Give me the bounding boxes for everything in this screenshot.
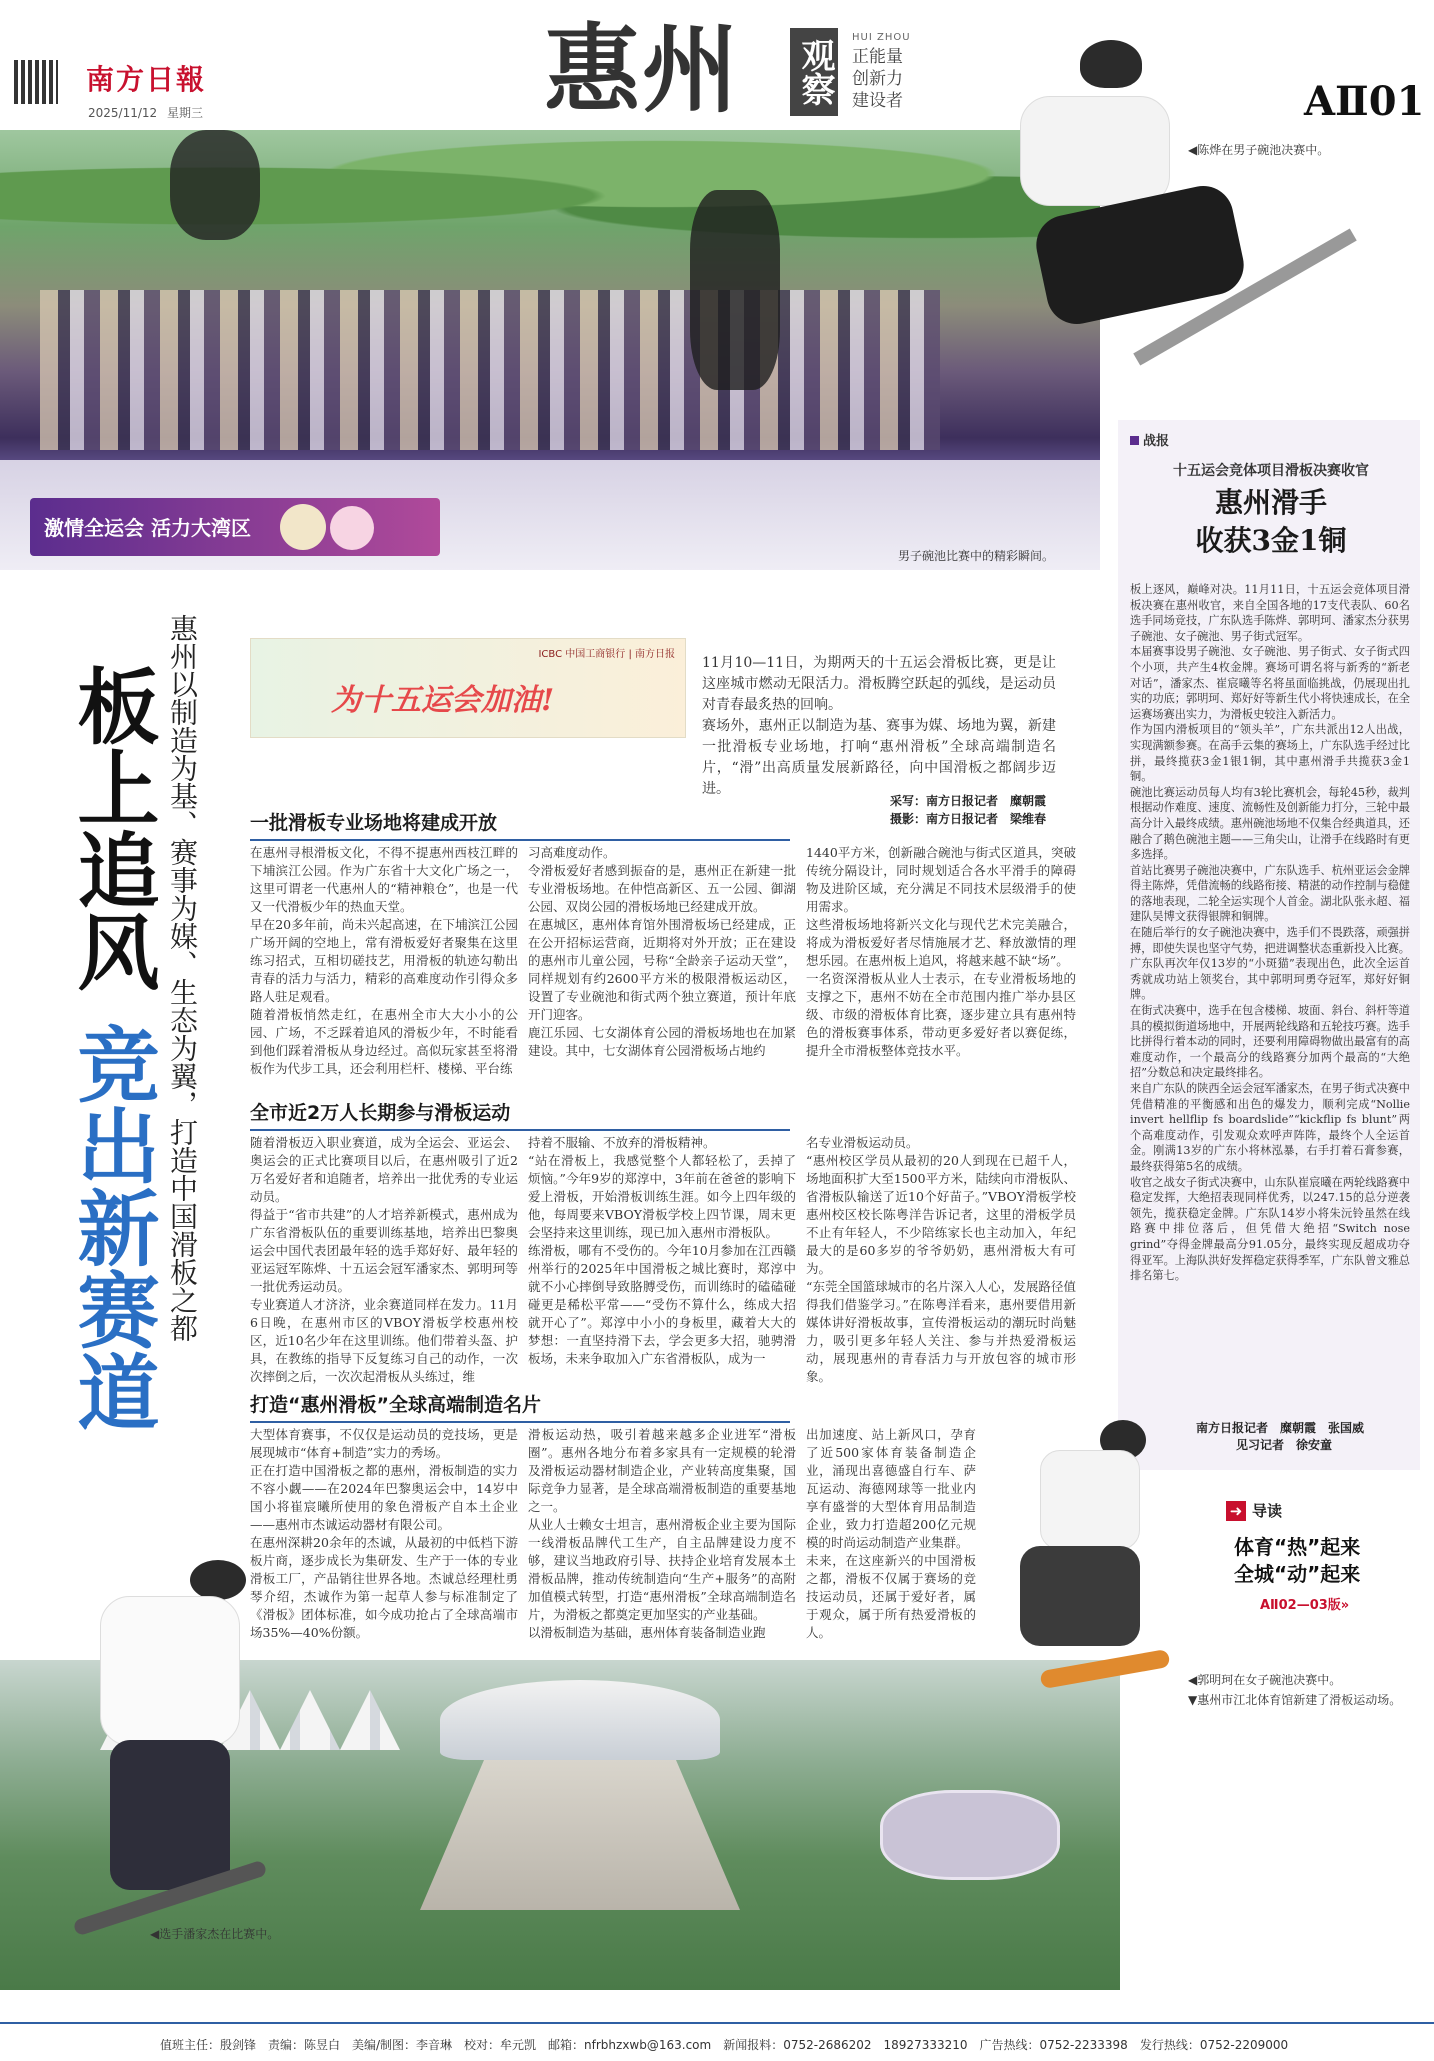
section-1-col-2 xyxy=(528,844,796,1080)
sidebar-kicker: 十五运会竞体项目滑板决赛收官 xyxy=(1173,463,1369,479)
intro-credits xyxy=(890,792,1046,828)
section-2-col-3 xyxy=(806,1134,1076,1384)
section-2-text-2: 持着不服输、不放弃的滑板精神。 “站在滑板上，我感觉整个人都轻松了，丢掉了烦恼。”今年9岁的郑淳中，3年前在爸爸的影响下爱上滑板，开始滑板训练生涯。如今上四年级的他，每周要来VBOY滑板学校上四节课，周末更会坚持来这里训练，现已加入惠州市滑板队。 练滑板，哪有不受伤的。今年10月参加在江西赣州举行的2025年中国滑板之城比赛时，郑淳中就不小心摔倒导致胳膊受伤，而训练时的磕磕碰碰更是稀松平常——“受伤不算什么，练成大招就开心了”。郑淳中小小的身板里，藏着大大的梦想：一直坚持滑下去，学会更多大招，驰骋滑板场，未来争取加入广东省滑板队，成为一 xyxy=(528,1135,796,1366)
promo-banner xyxy=(250,638,686,738)
gym-caption: ▼惠州市江北体育馆新建了滑板运动场。 xyxy=(1188,1693,1402,1707)
section-2-text-3: 名专业滑板运动员。 “惠州校区学员从最初的20人到现在已超千人，场地面积扩大至1500平方米，陆续向市滑板队、省滑板队输送了近10个好苗子。”VBOY滑板学校惠州校区校长陈粤洋告诉记者，这里的滑板学员不止有年轻人，不少陪练家长也主动加入，年纪最大的是60多岁的爷爷奶奶，惠州滑板大有可为。 “东莞全国篮球城市的名片深入人心，发展路径值得我们借鉴学习。”在陈粤洋看来，惠州要借用新媒体讲好滑板故事，宣传滑板运动的潮玩时尚魅力，吸引更多年轻人关注、参与并热爱滑板运动，展现惠州的青春活力与开放包容的城市形象。 xyxy=(806,1135,1076,1384)
section-2-col-1 xyxy=(250,1134,518,1384)
paper-logo: 南方日報 xyxy=(86,63,207,96)
section-3-text-3: 出加速度、站上新风口，孕育了近500家体育装备制造企业，涌现出喜德盛自行车、萨瓦运动、海德网球等一批业内享有盛誉的大型体育用品制造企业，致力打造超200亿元规模的时尚运动制造产业集群。 未来，在这座新兴的中国滑板之都，滑板不仅属于赛场的竞技运动员，还属于爱好者，属于观众，属于所有热爱滑板的人。 xyxy=(806,1427,976,1640)
city-masthead: 惠州 xyxy=(544,13,740,126)
banner-text: 激情全运会 活力大湾区 xyxy=(44,516,251,540)
section-box xyxy=(790,28,838,116)
pan-jiajie-caption: ◀选手潘家杰在比赛中。 xyxy=(150,1927,280,1941)
guo-mingke-caption: ◀郭明珂在女子碗池决赛中。 xyxy=(1188,1673,1342,1687)
section-3-col-1 xyxy=(250,1426,518,1644)
masthead-pinyin: HUI ZHOU xyxy=(852,32,911,43)
masthead-slogans xyxy=(852,46,903,112)
promo-text: 为十五运会加油! xyxy=(331,683,555,718)
section-1-title: 一批滑板专业场地将建成开放 xyxy=(250,808,790,841)
section-2-col-2 xyxy=(528,1134,796,1374)
section-3-text-2: 滑板运动热，吸引着越来越多企业进军“滑板圈”。惠州各地分布着多家具有一定规模的轮滑及滑板运动器材制造企业，产业转高度集聚，国际竞争力显著，是全球高端滑板制造的重要基地之一。 从业人士赖女士坦言，惠州滑板企业主要为国际一线滑板品牌代工生产，自主品牌建设力度不够，建议当地政府引导、扶持企业培育发展本土滑板品牌，推动传统制造向“生产+服务”的高附加值模式转型，打造“惠州滑板”全球高端制造名片，为滑板之都奠定更加坚实的产业基础。 以滑板制造为基础，惠州体育装备制造业跑 xyxy=(528,1427,796,1640)
guide-arrow-icon: ➜ xyxy=(1226,1501,1246,1521)
date-text: 2025/11/12 xyxy=(88,106,158,120)
qr-code xyxy=(14,60,58,104)
section-1-col-3 xyxy=(806,844,1076,1080)
spectator-stand xyxy=(40,290,940,450)
sidebar-title xyxy=(1140,484,1402,560)
banner-strip xyxy=(30,498,440,556)
skater-cutout-chen-ye xyxy=(960,40,1340,380)
cap-shape xyxy=(190,1560,246,1600)
headline-main-top: 板上追风 xyxy=(64,664,160,992)
credit-photo: 摄影：南方日报记者 梁维春 xyxy=(890,812,1047,826)
top-photo-caption: 男子碗池比赛中的精彩瞬间。 xyxy=(898,549,1055,563)
skateboard-shape xyxy=(1039,1649,1170,1689)
headline-sub: 惠州以制造为基、赛事为媒、生态为翼，打造中国滑板之都 xyxy=(166,614,199,1342)
mascot-icon xyxy=(280,504,326,550)
section-1-text-2: 习高难度动作。 令滑板爱好者感到振奋的是，惠州正在新建一批专业滑板场地。在仲恺高新区、五一公园、御湖公园、双岗公园的滑板场地已经建成开放。 在惠城区，惠州体育馆外围滑板场已经建成，正在公开招标运营商，近期将对外开放；正在建设的惠州市儿童公园，号称“全龄亲子运动天堂”，同样规划有约2600平方米的极限滑板运动区，设置了专业碗池和街式两个独立赛道，预计年底开门迎客。 鹿江乐园、七女湖体育公园的滑板场地也在加紧建设。其中，七女湖体育公园滑板场占地约 xyxy=(528,845,796,1058)
credit-writer: 采写：南方日报记者 糜朝霞 xyxy=(890,794,1047,808)
footer-text: 值班主任：殷剑锋 责编：陈昱白 美编/制图：李音琳 校对：牟元凯 邮箱：nfrbhzxwb@163.com 新闻报料：0752-2686202 18927333210 广告热线：0752-2233398 发行热线：0752-2209000 xyxy=(160,2038,1289,2052)
section-1-col-1 xyxy=(250,844,518,1080)
helmet-shape xyxy=(1080,40,1142,88)
section-2-text-1: 随着滑板迈入职业赛道，成为全运会、亚运会、奥运会的正式比赛项目以后，在惠州吸引了近2万名爱好者和追随者，培养出一批优秀的专业运动员。 得益于“省市共建”的人才培养新模式，惠州成为广东省滑板队伍的重要训练基地，培养出巴黎奥运会中国代表团最年轻的选手郑好好、最年轻的亚运冠军陈烨、十五运会冠军潘家杰、郭明珂等一批优秀运动员。 专业赛道人才济济，业余赛道同样在发力。11月6日晚，在惠州市区的VBOY滑板学校惠州校区，近10名少年在这里训练。他们带着头盔、护具，在教练的指导下反复练习自己的动作，一次次摔倒之后，一次次起滑板从头练过，维 xyxy=(250,1135,518,1384)
section-3-col-3 xyxy=(806,1426,976,1644)
tag-square-icon xyxy=(1130,436,1139,445)
slogan-1: 正能量 xyxy=(852,47,903,67)
sidebar-credit-1: 南方日报记者 糜朝霞 张国威 xyxy=(1196,1421,1365,1435)
pants-shape-2 xyxy=(1020,1546,1140,1646)
mascot-icon-2 xyxy=(330,506,374,550)
pants-shape-3 xyxy=(110,1740,230,1890)
section-label: 观察 xyxy=(795,38,835,106)
tag-text: 战报 xyxy=(1143,434,1170,449)
shirt-shape-2 xyxy=(1040,1450,1140,1550)
section-3-col-2 xyxy=(528,1426,796,1644)
gym-plaza xyxy=(420,1760,740,1910)
guide-title-line-1: 体育“热”起来 xyxy=(1234,1535,1361,1559)
guide-label xyxy=(1226,1500,1282,1521)
slogan-2: 创新力 xyxy=(852,69,903,89)
intro-paragraph xyxy=(702,632,1056,797)
guide-title xyxy=(1234,1534,1360,1588)
skater-cutout-guo-mingke xyxy=(980,1360,1180,1690)
sidebar-tag xyxy=(1130,430,1169,449)
guide-label-text: 导读 xyxy=(1252,1502,1283,1520)
guide-title-line-2: 全城“动”起来 xyxy=(1234,1562,1361,1586)
issue-date xyxy=(88,104,203,121)
sidebar-body xyxy=(1130,582,1410,1412)
intro-text: 11月10—11日，为期两天的十五运会滑板比赛，更是让这座城市燃动无限活力。滑板腾空跃起的弧线，是运动员对青春最炙热的回响。 赛场外，惠州正以制造为基、赛事为媒、场地为翼，新建一批滑板专业场地，打响“惠州滑板”全球高端制造名片，“滑”出高质量发展新路径，向中国滑板之都阔步迈进。 xyxy=(702,655,1056,797)
skatepark-area xyxy=(880,1790,1060,1880)
weekday-text: 星期三 xyxy=(167,106,204,120)
headline-main-bottom: 竞出新赛道 xyxy=(64,1022,160,1432)
guide-page-ref[interactable]: AⅡ02—03版» xyxy=(1260,1598,1350,1613)
skater-cutout-pan-jiajie xyxy=(40,1560,260,1920)
chen-ye-caption: ◀陈烨在男子碗池决赛中。 xyxy=(1188,143,1330,157)
shirt-shape-3 xyxy=(100,1596,240,1746)
tree-line xyxy=(0,130,1100,240)
skater-figure-2 xyxy=(690,190,780,390)
section-3-title: 打造“惠州滑板”全球高端制造名片 xyxy=(250,1390,790,1423)
promo-logos: ICBC 中国工商银行 | 南方日报 xyxy=(538,649,675,660)
shirt-shape xyxy=(1020,96,1170,206)
section-1-text-3: 1440平方米，创新融合碗池与街式区道具，突破传统分隔设计，同时规划适合各水平滑手的障碍物及进阶区域，充分满足不同技术层级滑手的使用需求。 这些滑板场地将新兴文化与现代艺术完美融合，将成为滑板爱好者尽情施展才艺、释放激情的理想乐园。在惠州板上追风，将越来越不缺“场”。 一名资深滑板从业人士表示，在专业滑板场地的支撑之下，惠州不妨在全市范围内推广举办县区级、市级的滑板体育比赛，逐步建立具有惠州特色的滑板赛事体系，带动更多爱好者以赛促练，提升全市滑板整体竞技水平。 xyxy=(806,845,1076,1058)
footer-bar xyxy=(0,2022,1434,2061)
section-1-text-1: 在惠州寻根滑板文化，不得不提惠州西枝江畔的下埔滨江公园。作为广东省十大文化广场之一，这里可谓老一代惠州人的“精神粮仓”，也是一代又一代滑板少年的热血天堂。 早在20多年前，尚未兴起高速，在下埔滨江公园广场开阔的空地上，常有滑板爱好者聚集在这里练习招式，互相切磋技艺，用滑板的轨迹勾勒出青春的活力与活力，精彩的高难度动作引得众多路人驻足观看。 随着滑板悄然走红，在惠州全市大大小小的公园、广场，不乏踩着追风的滑板少年，不时能看到他们踩着滑板从身边经过。高似玩家甚至将滑板作为代步工具，还会利用栏杆、楼梯、平台练 xyxy=(250,845,518,1076)
section-2-title: 全市近2万人长期参与滑板运动 xyxy=(250,1098,790,1131)
gym-roof xyxy=(440,1680,720,1760)
sidebar-title-line-1: 惠州滑手 xyxy=(1214,486,1327,519)
page-number: AⅡ01 xyxy=(1304,78,1425,125)
sidebar-body-text: 板上逐风，巅峰对决。11月11日，十五运会竞体项目滑板决赛在惠州收官，来自全国各地的17支代表队、60名选手同场竞技，广东队选手陈烨、郭明珂、潘家杰分获男子碗池、女子碗池、男子街式冠军。 本届赛事设男子碗池、女子碗池、男子街式、女子街式四个小项，共产生4枚金牌。赛场可谓名将与新秀的“新老对话”，潘家杰、崔宸曦等名将虽面临挑战，仍展现出扎实的功底；郭明珂、郑好好等新生代小将快速成长，在全运赛场赛出实力，为滑板史较注入新活力。 作为国内滑板项目的“领头羊”，广东共派出12人出战，实现满额参赛。在高手云集的赛场上，广东队选手经过比拼，最终揽获3金1银1铜，其中惠州滑手共揽获3金1铜。 碗池比赛运动员每人均有3轮比赛机会，每轮45秒，裁判根据动作难度、速度、流畅性及创新能力打分，三轮中最高分计入最终成绩。惠州碗池场地不仅集合经典道具，还融合了鹅色碗池主题——三角尖山，让滑手在线路时有更多选择。 首站比赛男子碗池决赛中，广东队选手、杭州亚运会金牌得主陈烨，凭借流畅的线路衔接、精湛的动作控制与稳健的落地表现，二轮全运实现个人首金。湖北队张永超、福建队吴博文获得银牌和铜牌。 在随后举行的女子碗池决赛中，选手们不畏跌落，顽强拼搏，即使失误也坚守气势，把进调整状态重新投入比赛。广东队再次年仅13岁的“小斑猫”表现出色，此次全运首秀就成功站上领奖台，其中郭明珂勇夺冠军，郑好好铜牌。 在街式决赛中，选手在包含楼梯、坡面、斜台、斜杆等道具的模拟街道场地中，开展两轮线路和五轮技巧赛。选手比拼得行着本动的同时，还要利用障碍物做出最富有的高难度动作，一个最高分的线路赛分加两个最高的“大绝招”分数总和决定最终排名。 来自广东队的陕西全运会冠军潘家杰，在男子街式决赛中凭借精准的平衡感和出色的爆发力，顺利完成“Nollie invert hellflip fs boardslide”“kickflip fs blunt”两个高难度动作，引发观众欢呼声阵阵，最终个人全运首金。刚满13岁的广东小将林泓暴，右手打着石膏参赛，最终获得第5名的成绩。 收官之战女子街式决赛中，山东队崔宸曦在两轮线路赛中稳定发挥，大绝招表现同样优秀，以247.15的总分逆袭领先，揽获稳定金牌。广东队14岁小将朱沅铃虽然在线路赛中排位落后，但凭借大绝招“Switch nose grind”夺得金牌最高分91.05分，最终实现反超成功夺得亚军。上海队洪好发挥稳定获得季军，广东队曾文雅总排名第七。 xyxy=(1130,583,1410,1283)
sidebar-credit-2: 见习记者 徐安童 xyxy=(1236,1438,1333,1452)
top-photo xyxy=(0,130,1100,570)
sidebar-credits xyxy=(1196,1420,1364,1454)
skater-figure-1 xyxy=(170,130,260,240)
slogan-3: 建设者 xyxy=(852,91,903,111)
sidebar-title-line-2: 收获3金1铜 xyxy=(1195,524,1347,557)
guide-box[interactable] xyxy=(1226,1500,1422,1630)
section-3-text-1: 大型体育赛事，不仅仅是运动员的竞技场，更是展现城市“体育+制造”实力的秀场。 正在打造中国滑板之都的惠州，滑板制造的实力不容小觑——在2024年巴黎奥运会中，14岁中国小将崔宸曦所使用的象色滑板产自本土企业——惠州市杰诚运动器材有限公司。 在惠州深耕20余年的杰诚，从最初的中低档下游板片商，逐步成长为集研发、生产于一体的专业滑板工厂，产品销往世界各地。杰诚总经理杜勇琴介绍，杰诚作为第一起草人参与标准制定了《滑板》团体标准，如今成功抢占了全球高端市场35%—40%份额。 xyxy=(250,1427,518,1640)
